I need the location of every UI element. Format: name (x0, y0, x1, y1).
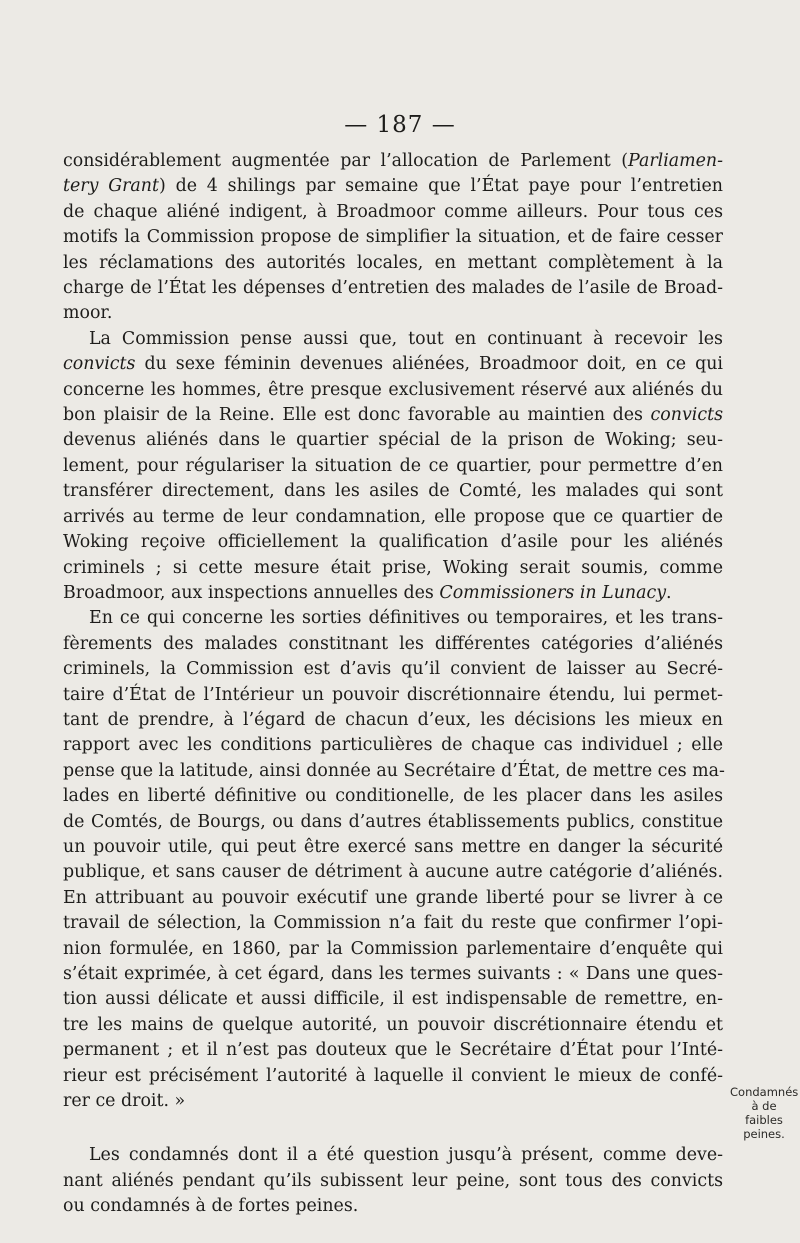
text-line: transférer directement, dans les asiles de Comté, les malades qui sont (63, 481, 723, 502)
text-line: bon plaisir de la Reine. Elle est donc favorable au maintien des convicts (63, 405, 723, 426)
text-line: tre les mains de quelque autorité, un pouvoir discrétionnaire étendu et (63, 1014, 723, 1035)
text-line: arrivés au terme de leur condamnation, elle propose que ce quartier de (63, 506, 723, 527)
text-line: de Comtés, de Bourgs, ou dans d’autres établissements publics, constitue (63, 811, 723, 832)
text-line: les réclamations des autorités locales, en mettant complètement à la (63, 252, 723, 273)
paragraph-1 (63, 149, 723, 327)
text-line: publique, et sans causer de détriment à aucune autre catégorie d’aliénés. (63, 862, 723, 883)
text-line: criminels, la Commission est d’avis qu’il convient de laisser au Secré- (63, 659, 723, 680)
text-line: motifs la Commission propose de simplifier la situation, et de faire cesser (63, 227, 723, 248)
text-line: charge de l’État les dépenses d’entretien des malades de l’asile de Broad- (63, 278, 723, 299)
text-line: fèrements des malades constitnant les différentes catégories d’aliénés (63, 633, 723, 654)
paragraph-4 (63, 1143, 723, 1219)
paragraph-2 (63, 327, 723, 606)
text-line: Woking reçoive officiellement la qualification d’asile pour les aliénés (63, 532, 723, 553)
marginal-note-line: faibles peines. (743, 1113, 785, 1141)
text-line: ou condamnés à de fortes peines. (63, 1196, 359, 1217)
text-line: Broadmoor, aux inspections annuelles des Commissioners in Lunacy. (63, 582, 672, 603)
text-line: pense que la latitude, ainsi donnée au Secrétaire d’État, de mettre ces ma- (63, 760, 725, 781)
text-line: rieur est précisément l’autorité à laquelle il convient le mieux de confé- (63, 1065, 723, 1086)
text-line: lades en liberté définitive ou conditionelle, de les placer dans les asiles (63, 786, 723, 807)
text-line: de chaque aliéné indigent, à Broadmoor comme ailleurs. Pour tous ces (63, 201, 723, 222)
text-line: devenus aliénés dans le quartier spécial de la prison de Woking; seu- (63, 430, 723, 451)
text-line: nion formulée, en 1860, par la Commission parlementaire d’enquête qui (63, 938, 723, 959)
text-line: rapport avec les conditions particulières de chaque cas individuel ; elle (63, 735, 723, 756)
text-line: permanent ; et il n’est pas douteux que le Secrétaire d’État pour l’Inté- (63, 1040, 723, 1061)
text-line: En attribuant au pouvoir exécutif une grande liberté pour se livrer à ce (63, 887, 723, 908)
text-line: taire d’État de l’Intérieur un pouvoir discrétionnaire étendu, lui permet- (63, 684, 723, 705)
text-line: tion aussi délicate et aussi difficile, il est indispensable de remettre, en- (63, 989, 723, 1010)
text-line: travail de sélection, la Commission n’a fait du reste que confirmer l’opi- (63, 913, 723, 934)
text-line: un pouvoir utile, qui peut être exercé sans mettre en danger la sécurité (63, 836, 723, 857)
text-line: tant de prendre, à l’égard de chacun d’eux, les décisions les mieux en (63, 709, 723, 730)
text-line: concerne les hommes, être presque exclusivement réservé aux aliénés du (63, 379, 723, 400)
text-line: lement, pour régulariser la situation de ce quartier, pour permettre d’en (63, 455, 723, 476)
text-line: nant aliénés pendant qu’ils subissent leur peine, sont tous des convicts (63, 1170, 723, 1191)
body-text (63, 149, 723, 1220)
paragraph-3 (63, 606, 723, 1114)
marginal-note (730, 1085, 798, 1141)
text-line: moor. (63, 303, 113, 324)
text-line: tery Grant) de 4 shilings par semaine que l’État paye pour l’entretien (63, 176, 723, 197)
page-number: — 187 — (344, 112, 456, 138)
text-line: rer ce droit. » (63, 1091, 186, 1112)
text-line: La Commission pense aussi que, tout en continuant à recevoir les (89, 328, 723, 349)
marginal-note-line: Condamnés à de (730, 1085, 799, 1113)
text-line: En ce qui concerne les sorties définitives ou temporaires, et les trans- (89, 608, 723, 629)
text-line: s’était exprimée, à cet égard, dans les termes suivants : « Dans une ques- (63, 964, 723, 984)
text-line: considérablement augmentée par l’allocation de Parlement (Parliamen- (63, 151, 723, 171)
text-line: criminels ; si cette mesure était prise, Woking serait soumis, comme (63, 557, 723, 578)
text-line: Les condamnés dont il a été question jusqu’à présent, comme deve- (89, 1145, 723, 1166)
text-line: convicts du sexe féminin devenues aliénées, Broadmoor doit, en ce qui (63, 354, 723, 375)
